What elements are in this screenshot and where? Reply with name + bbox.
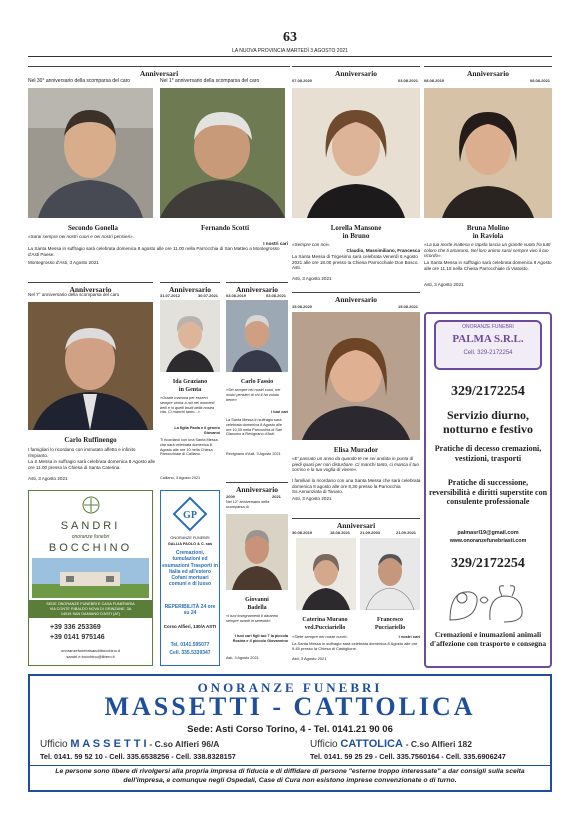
sandri-name-2: BOCCHINO [48, 542, 133, 554]
gallia-tel: Tel. 0141.595077 [170, 642, 210, 648]
memorial-family: La figlia Paola e il genero Giovanni [174, 426, 220, 435]
section-heading: Anniversario [292, 66, 420, 78]
anniversary-caption: Nel 12° anniversario della scomparsa di [226, 500, 270, 509]
massetti-office-1 [40, 738, 290, 750]
palma-title: Servizio diurno, notturno e festivo [443, 408, 533, 436]
sandri-phone-1: +39 336 253369 [50, 624, 101, 631]
memorial-signature: I nostri cari [263, 241, 288, 246]
portrait-photo [160, 300, 220, 372]
memorial-signature: Asti, 3 Agosto 2021 [28, 476, 68, 481]
deceased-name: Fernando Scotti [200, 224, 250, 232]
masthead-rule [28, 56, 552, 57]
office-address: - C.so Alfieri 96/A [149, 739, 220, 749]
gallia-availability: REPERIBILITÀ 24 ore su 24 [164, 604, 216, 617]
portrait-photo [226, 300, 288, 372]
massetti-name: MASSETTI - CATTOLICA [104, 692, 476, 721]
sandri-logo [82, 496, 100, 514]
address-line: SEDE ONORANZE FUNEBRI E CASA FUNERARIA [46, 602, 135, 606]
memorial-quote: «Sempre con noi». [292, 242, 331, 247]
date-left: 08.08.2019 [424, 78, 445, 83]
deceased-name: Bruna Molino [466, 224, 510, 232]
office-label: Ufficio [310, 739, 338, 750]
memorial-signature: Asti, 3 Agosto 2021 [424, 282, 464, 287]
palma-sign-name: PALMA S.R.L. [452, 333, 524, 345]
section-heading: Anniversario [226, 282, 288, 294]
gallia-label: ONORANZE FUNEBRI [170, 536, 210, 540]
massetti-label: ONORANZE FUNEBRI [197, 680, 383, 695]
section-heading: Anniversario [424, 66, 552, 78]
memorial-quote: «E' passato un anno da quando te ne sei andata in punta di piedi quasi per non disturbare. Ci manchi tanto, ci manca il tuo sorriso e la tua voglia di vivere». [292, 456, 419, 473]
deceased-name: Elisa Murador [333, 446, 379, 454]
portrait-photo [292, 312, 420, 440]
portrait-photo [226, 514, 288, 590]
office-address: - C.so Alfieri 182 [405, 739, 472, 749]
gallia-name: GALLIA PAOLO & C. sas [167, 542, 213, 546]
memorial-body: La Santa Messa in suffragio sarà celebrata domenica 8 agosto alle ore 11.00 nella Parrocchia di San Matteo a Montegrosso d'Asti Paese. [28, 246, 280, 257]
sandri-email-2[interactable]: sandri.e.bocchino@libero.it [66, 654, 115, 659]
date-right: 21.09.2021 [396, 530, 417, 535]
portrait-photo [360, 538, 420, 610]
section-heading: Anniversari [28, 66, 290, 78]
massetti-office-2 [310, 738, 550, 750]
office-name: CATTOLICA [340, 738, 403, 750]
date-left: 31.07.2012 [160, 293, 181, 298]
section-heading: Anniversario [28, 282, 153, 294]
portrait-photo [424, 88, 552, 218]
section-heading: Anniversario [226, 482, 288, 494]
deceased-name: Carlo Ruffinengo [64, 436, 117, 444]
memorial-body: La S.Messa in suffragio sarà celebrata domenica 8 Agosto alle ore 11.00 presso la Chiesa di Santa Caterina. [28, 459, 156, 470]
memorial-body: I famigliari lo ricordano con immutato affetto e infinito rimpianto. [28, 447, 136, 458]
date-right: 03.08.2021 [266, 293, 287, 298]
page-number: 63 [283, 30, 297, 45]
portrait-photo [160, 88, 285, 218]
deceased-name: Lorella Mansone [330, 224, 382, 232]
gallia-services: Cremazioni, tumulazioni ed esumazioni Trasporti in Italia ed all'estero Cofani mortuari comuni e di lusso [162, 550, 218, 588]
memorial-signature: Asti, 3 Agosto 2021 [292, 656, 327, 661]
deceased-name-surname: Pucciariello [374, 625, 406, 631]
memorial-quote: «La tua morte inattesa e rapida lascia un grande vuoto fra tutti coloro che ti amarono. Nel loro animo sarai sempre vivo il tuo ricordo». [424, 242, 551, 259]
memorial-family: I tuoi cari [271, 410, 288, 414]
gallia-address: Corso Alfieri, 130/A ASTI [163, 624, 217, 629]
masthead: LA NUOVA PROVINCIA MARTEDÌ 3 AGOSTO 2021 [232, 48, 348, 54]
palma-website[interactable]: www.onoranzefunebriasti.com [449, 538, 527, 544]
date-right: 15.08.2021 [398, 304, 419, 309]
sandri-sub: onoranze funebri [71, 534, 110, 540]
portrait-photo [28, 88, 153, 218]
memorial-quote: «Sei sempre nei nostri cuori, nei nostri pensieri di chi ti ha voluto bene». [226, 388, 281, 402]
deceased-name-married: in Genta [178, 387, 202, 393]
pets-illustration [440, 580, 536, 626]
anniversary-caption: Nel 7° anniversario della scomparsa del caro [28, 292, 120, 297]
date-right: 18.08.2021 [330, 530, 351, 535]
memorial-body: La Santa Messa di Trigesimo sarà celebrata Venerdì 6 Agosto 2021 alle ore 18.00 presso la Chiesa Parrocchiale Don Bosco. Asti. [292, 254, 419, 271]
gallia-logo [172, 496, 208, 532]
palma-service-1: Pratiche di decesso cremazioni, vestizioni, trasporti [434, 444, 542, 463]
portrait-photo [28, 302, 153, 430]
memorial-body: La Santa Messa in suffragio sarà celebrata domenica 8 Agosto alle ore 9.45 presso la Chiesa di Castiglione. [292, 641, 418, 651]
date-right: 03.08.2021 [398, 78, 419, 83]
deceased-name-married: in Raviola [472, 232, 504, 240]
palma-sign-label: ONORANZE FUNEBRI [462, 324, 514, 330]
memorial-body: Ti ricordano con una Santa Messa che sarà celebrata domenica 8 Agosto alle ore 10 nella Chiesa Parrocchiale di Calliano. [160, 438, 218, 457]
building-photo [32, 558, 149, 598]
memorial-body: La Santa Messa in suffragio sarà celebrata domenica 8 Agosto alle ore 11.15 nella Chiesa Parrocchiale di Viatosto. [424, 260, 552, 271]
palma-email[interactable]: palmasrl19@gmail.com [457, 530, 519, 536]
palma-phone-2: 329/2172254 [451, 556, 525, 571]
address-line: 14015 SAN DAMIANO D'ASTI (AT) [60, 611, 121, 616]
memorial-family: I vostri cari [398, 634, 420, 639]
address-line: VIA CONTE RIBALDO NOVA DI GRINZANE, 3A [49, 606, 132, 611]
deceased-name: Caterina Murano [302, 617, 348, 623]
memorial-body: I familiari lo ricordano con una Santa Messa che sarà celebrata domenica 8 agosto alle ore 8,30 presso la Parrocchia Ss.Annunziata di Tanaro. [292, 478, 421, 495]
memorial-family: I tuoi cari figli tuo 7 la piccola Rosina e il piccolo Giovannino [232, 634, 288, 643]
memorial-body: La Santa Messa in suffragio sarà celebrata domenica 8 Agosto alle ore 10,00 nella Parrocchia di San Giacomo a Revignano d'Asti. [226, 418, 283, 437]
date-left: 15.08.2020 [292, 304, 313, 309]
palma-bottom: Cremazioni e inumazioni animali d'affezione con trasporto e consegna [429, 630, 547, 648]
deceased-name: Secondo Gonella [68, 224, 118, 232]
date-left: 30.08.2019 [292, 530, 313, 535]
deceased-name: Giovanni [245, 597, 269, 603]
section-heading: Anniversario [160, 282, 220, 294]
date-left: 07.08.2020 [292, 78, 313, 83]
office-name: M A S S E T T I [70, 738, 147, 750]
deceased-name-married: in Bruno [342, 232, 370, 240]
massetti-sede: Sede: Asti Corso Torino, 4 - Tel. 0141.21 90 06 [187, 724, 393, 735]
palma-service-2: Pratiche di successione, reversibilità e diritti superstite con consulente professionale [428, 478, 548, 506]
section-heading: Anniversari [292, 518, 420, 530]
massetti-office-1-tel: Tel. 0141. 59 52 10 - Cell. 335.6538256 - Cell. 338.8328157 [40, 752, 236, 761]
memorial-quote: «Sarai sempre nei nostri cuori e nei nostri pensieri». [28, 234, 134, 239]
date-right: 2021 [272, 494, 281, 499]
svg-text:GP: GP [183, 510, 197, 521]
date-left: 2009 [226, 494, 235, 499]
sandri-email[interactable]: onoranzefunebrisandribocchino.it [61, 648, 120, 653]
deceased-name-married: ved.Pucciariello [304, 625, 346, 631]
massetti-disclaimer: Le persone sono libere di rivolgersi alla propria impresa di fiducia e di diffidare di persone "esterne troppo interessate" a dar consigli sulla scelta dell'impresa, e comunque negli Ospedali, Case di Cura non esistono imprese convenzionate o di turno. [55, 768, 525, 784]
sandri-address [28, 600, 153, 618]
palma-phone: 329/2172254 [451, 384, 525, 399]
section-heading: Anniversario [292, 292, 420, 304]
gallia-cell: Cell. 335.5339347 [169, 650, 211, 656]
memorial-quote: «I tuoi insegnamenti ti daranno sempre avanti in serenità». [226, 614, 278, 623]
memorial-quote: «Siete sempre nei nostri cuori». [292, 634, 349, 639]
office-label: Ufficio [40, 739, 68, 750]
massetti-divider [30, 765, 550, 766]
memorial-signature: Revignano d'Asti, 3 Agosto 2021 [226, 452, 281, 456]
portrait-photo [292, 88, 420, 218]
deceased-name: Ida Graziano [172, 379, 208, 385]
memorial-family: Claudio, Massimiliano, Francesca [346, 248, 420, 253]
sandri-name: SANDRI [60, 520, 121, 532]
sandri-phone-2: +39 0141 975146 [50, 634, 105, 641]
deceased-name-surname: Badella [247, 605, 267, 611]
anniversary-caption: Nel 30° anniversario della scomparsa del caro [28, 78, 131, 84]
memorial-signature: Montegrosso d'Asti, 3 Agosto 2021 [28, 260, 99, 265]
memorial-signature: Asti, 3 Agosto 2021 [292, 276, 332, 281]
date-right: 30.07.2021 [198, 293, 219, 298]
memorial-signature: Asti, 3 Agosto 2021 [292, 496, 332, 501]
deceased-name: Francesco [377, 617, 403, 623]
palma-sign-phone: Cell. 329-2172254 [463, 350, 513, 356]
deceased-name: Carlo Fassio [240, 379, 274, 385]
portrait-photo [296, 538, 356, 610]
massetti-office-2-tel: Tel. 0141. 59 25 29 - Cell. 335.7560164 - Cell. 335.6906247 [310, 752, 506, 761]
date-right: 08.08.2021 [530, 78, 551, 83]
date-left: 21.09.2003 [360, 530, 381, 535]
memorial-quote: «Grazie mamma per esserci sempre vicina a noi nei momenti belli e in quelli brutti della nostra vita. Ci manchi tanto...». [160, 396, 215, 415]
memorial-signature: Calliano, 3 Agosto 2021 [160, 476, 201, 480]
date-left: 03.08.2019 [226, 293, 247, 298]
anniversary-caption: Nel 1° anniversario della scomparsa del caro [160, 78, 260, 84]
memorial-signature: Asti, 3 Agosto 2021 [226, 656, 259, 660]
